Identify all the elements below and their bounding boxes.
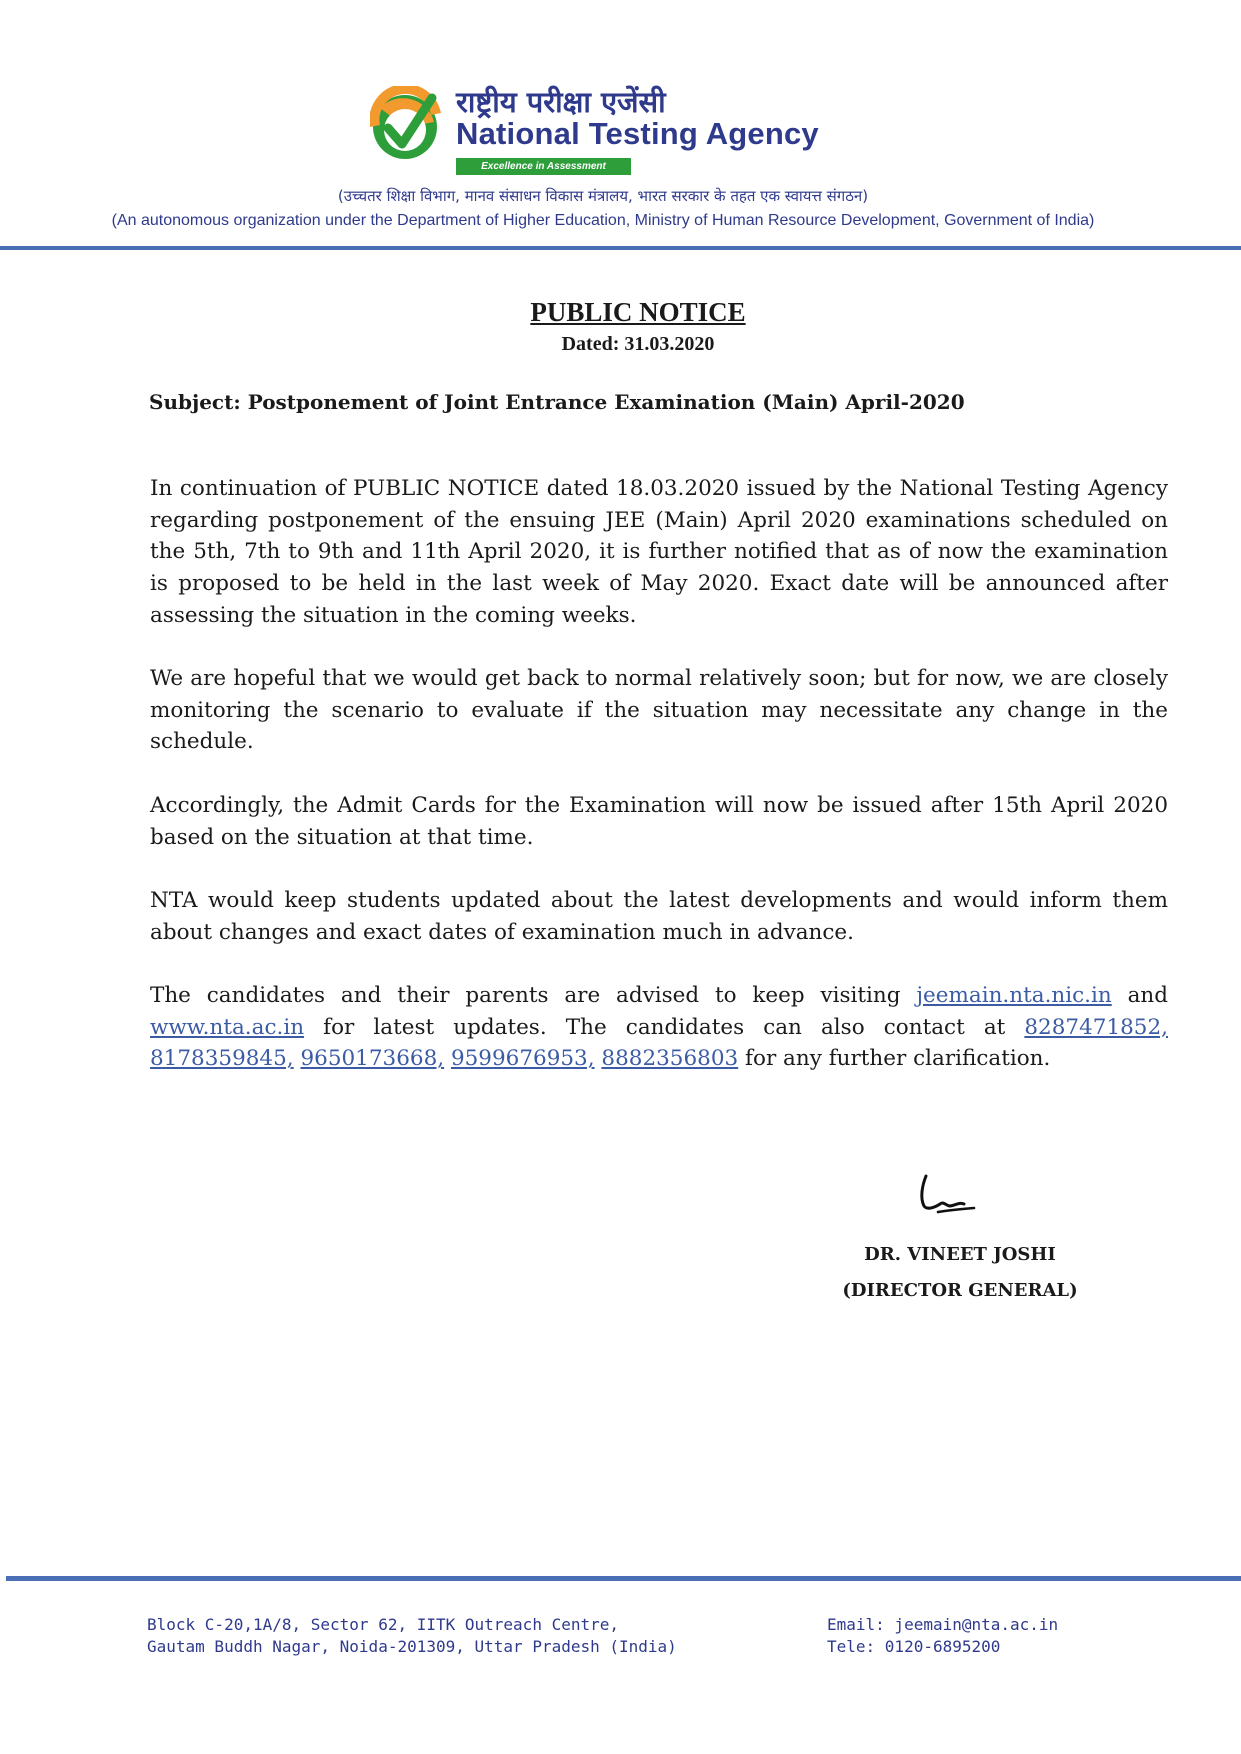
- body-paragraph-3: Accordingly, the Admit Cards for the Examination will now be issued after 15th April 2020 based on the situation at that time.: [150, 793, 1168, 850]
- handwritten-signature: [918, 1172, 978, 1222]
- signatory-name: DR. VINEET JOSHI: [864, 1244, 1056, 1265]
- agency-tagline: Excellence in Assessment: [456, 158, 631, 175]
- phone-link-5[interactable]: 8882356803: [601, 1046, 739, 1072]
- notice-title: PUBLIC NOTICE: [530, 297, 746, 327]
- contact-email: Email: jeemain@nta.ac.in: [827, 1615, 1059, 1634]
- paragraph-text: for any further clarification.: [738, 1046, 1051, 1072]
- phone-link-3[interactable]: 9650173668,: [300, 1046, 445, 1072]
- header-divider: [0, 246, 1241, 250]
- paragraph-text: The candidates and their parents are advised to keep visiting: [150, 983, 917, 1008]
- paragraph-text: for latest updates. The candidates can also contact at: [304, 1014, 1025, 1040]
- agency-name-hindi: राष्ट्रीय परीक्षा एजेंसी: [456, 85, 666, 119]
- signatory-title: (DIRECTOR GENERAL): [842, 1280, 1078, 1301]
- jeemain-link[interactable]: jeemain.nta.nic.in: [916, 983, 1112, 1008]
- footer-divider: [6, 1576, 1241, 1581]
- address-line-1: Block C-20,1A/8, Sector 62, IITK Outreach Centre,: [147, 1615, 620, 1634]
- body-paragraph-5: [150, 980, 1168, 1075]
- agency-name: National Testing Agency: [456, 116, 819, 151]
- address-line-2: Gautam Buddh Nagar, Noida-201309, Uttar Pradesh (India): [147, 1637, 677, 1656]
- notice-date: Dated: 31.03.2020: [561, 333, 715, 355]
- nta-tick-logo-icon: [370, 86, 442, 162]
- subtitle-english: (An autonomous organization under the Department of Higher Education, Ministry of Human Resource Development, Government of India): [111, 212, 1095, 229]
- nta-website-link[interactable]: www.nta.ac.in: [150, 1014, 305, 1040]
- body-paragraph-1: In continuation of PUBLIC NOTICE dated 18.03.2020 issued by the National Testing Agency regarding postponement of the ensuing JEE (Main) April 2020 examinations scheduled on the 5th, 7th to 9th and 11th April 2020, it is further notified that as of now the examination is proposed to be held in the last week of May 2020. Exact date will be announced after assessing the situation in the coming weeks.: [150, 476, 1168, 628]
- notice-subject: Subject: Postponement of Joint Entrance Examination (Main) April-2020: [149, 390, 965, 414]
- phone-link-2[interactable]: 8178359845,: [150, 1046, 294, 1072]
- body-paragraph-4: NTA would keep students updated about the latest developments and would inform them about changes and exact dates of examination much in advance.: [150, 888, 1168, 945]
- body-paragraph-2: We are hopeful that we would get back to normal relatively soon; but for now, we are closely monitoring the scenario to evaluate if the situation may necessitate any change in the schedule.: [150, 666, 1168, 755]
- phone-link-4[interactable]: 9599676953,: [450, 1046, 595, 1072]
- contact-telephone: Tele: 0120-6895200: [827, 1637, 1001, 1656]
- subtitle-hindi: (उच्चतर शिक्षा विभाग, मानव संसाधन विकास मंत्रालय, भारत सरकार के तहत एक स्वायत्त संगठन): [337, 187, 869, 205]
- paragraph-text: and: [1111, 983, 1169, 1008]
- phone-link-1[interactable]: 8287471852,: [1024, 1014, 1168, 1040]
